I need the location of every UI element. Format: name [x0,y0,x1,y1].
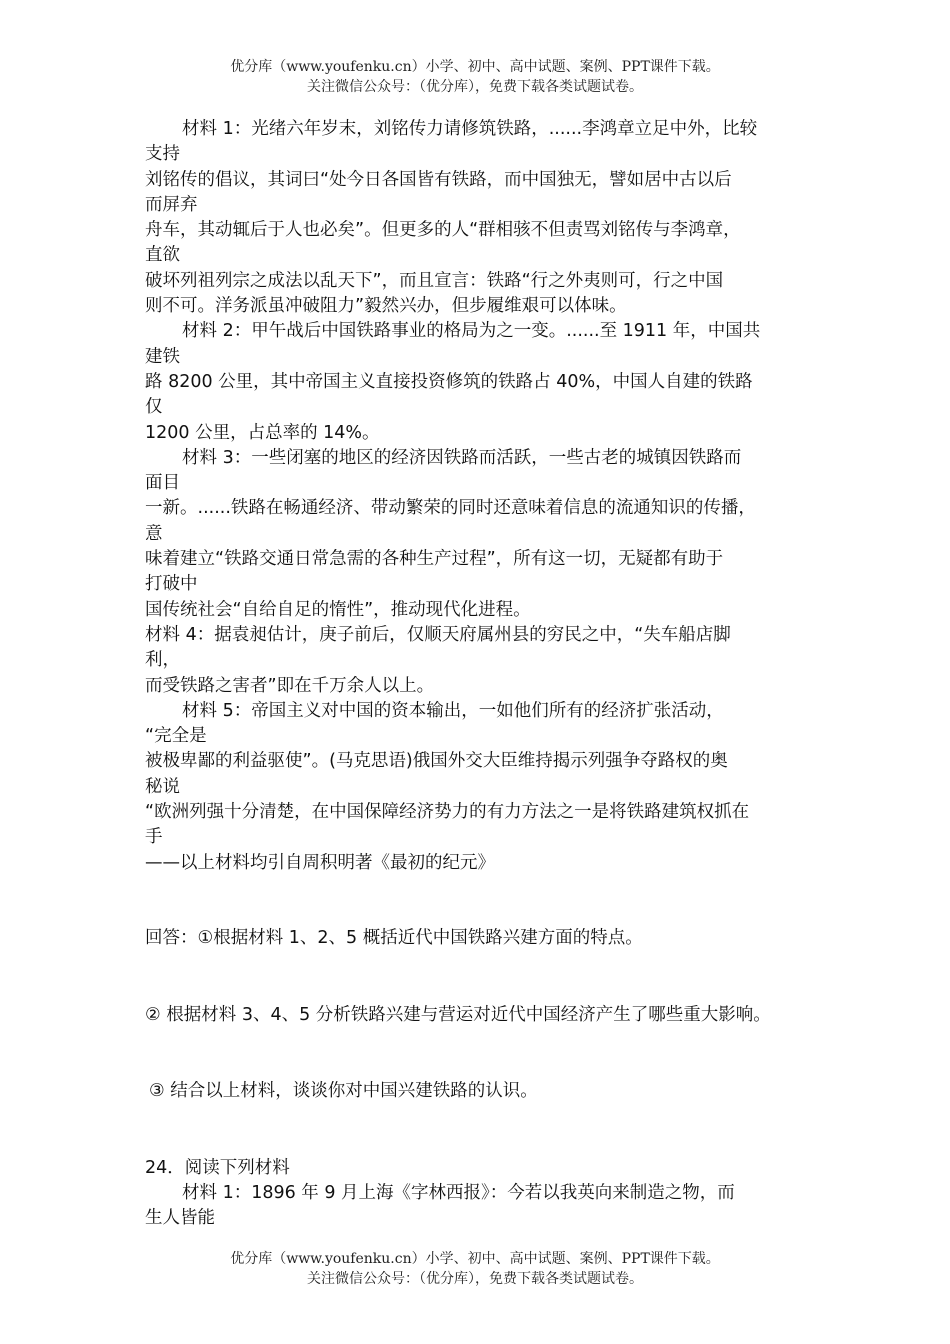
material-3-line: 国传统社会“自给自足的惰性”，推动现代化进程。 [145,599,531,620]
material-3 [145,446,825,623]
material-5-line: 手 [145,827,163,848]
material-1-line: 刘铭传的倡议，其词曰“处今日各国皆有铁路，而中国独无，譬如居中古以后 [145,169,732,190]
material-4-line: 而受铁路之害者”即在千万余人以上。 [145,675,435,696]
document-body [145,117,825,1232]
question-24-material-line: 生人皆能 [145,1208,215,1229]
material-1-line: 材料 1：光绪六年岁末，刘铭传力请修筑铁路，......李鸿章立足中外，比较 [182,119,758,139]
question-3: ③ 结合以上材料，谈谈你对中国兴建铁路的认识。 [149,1080,538,1101]
header-line-1: 优分库（www.youfenku.cn）小学、初中、高中试题、案例、PPT课件下载。 [230,59,720,75]
material-5 [145,699,825,876]
material-2-line: 1200 公里，占总率的 14%。 [145,422,380,443]
question-24-title: 24．阅读下列材料 [145,1157,290,1178]
material-5-line: “欧洲列强十分清楚，在中国保障经济势力的有力方法之一是将铁路建筑权抓在 [145,802,750,823]
material-5-line: “完全是 [145,726,207,747]
material-1-line: 支持 [145,144,180,165]
footer-line-1: 优分库（www.youfenku.cn）小学、初中、高中试题、案例、PPT课件下载。 [230,1251,720,1267]
material-3-line: 材料 3：一些闭塞的地区的经济因铁路而活跃，一些古老的城镇因铁路而 [182,447,742,468]
material-1-line: 而屏弃 [145,194,198,215]
material-1-line: 破坏列祖列宗之成法以乱天下”，而且宣言：铁路“行之外夷则可，行之中国 [145,270,724,291]
material-1 [145,117,825,319]
page-footer [0,1249,950,1289]
material-2-line: 建铁 [145,346,180,367]
footer-line-2: 关注微信公众号：（优分库），免费下载各类试题试卷。 [307,1271,643,1287]
question-24-material-line: 材料 1：1896 年 9 月上海《字林西报》：今若以我英向来制造之物，而 [182,1183,735,1204]
material-5-line: 秘说 [145,776,180,797]
material-5-line: 被极卑鄙的利益驱使”。(马克思语)俄国外交大臣维持揭示列强争夺路权的奥 [145,751,728,772]
material-2-line: 路 8200 公里，其中帝国主义直接投资修筑的铁路占 40%，中国人自建的铁路 [145,371,753,392]
page-header [0,57,950,97]
material-1-line: 则不可。洋务派虽冲破阻力”毅然兴办，但步履维艰可以体味。 [145,296,627,317]
material-3-line: 面目 [145,473,180,494]
material-3-line: 打破中 [145,574,198,595]
material-3-line: 意 [145,523,163,544]
material-3-line: 一新。......铁路在畅通经济、带动繁荣的同时还意味着信息的流通知识的传播， [145,498,756,519]
material-4-line: 材料 4：据袁昶估计，庚子前后，仅顺天府属州县的穷民之中，“失车船店脚 [145,624,731,645]
question-1: 回答：①根据材料 1、2、5 概括近代中国铁路兴建方面的特点。 [145,927,643,948]
material-5-line: 材料 5：帝国主义对中国的资本输出，一如他们所有的经济扩张活动， [182,700,724,721]
material-4-line: 利， [145,650,180,671]
material-2 [145,319,825,445]
question-2: ② 根据材料 3、4、5 分析铁路兴建与营运对近代中国经济产生了哪些重大影响。 [145,1005,771,1026]
material-1-line: 直欲 [145,245,180,266]
material-1-line: 舟车，其动辄后于人也必矣”。但更多的人“群相骇不但责骂刘铭传与李鸿章， [145,220,741,241]
material-3-line: 味着建立“铁路交通日常急需的各种生产过程”，所有这一切，无疑都有助于 [145,549,724,570]
material-2-line: 材料 2：甲午战后中国铁路事业的格局为之一变。......至 1911 年，中国共 [182,321,761,342]
header-line-2: 关注微信公众号：（优分库），免费下载各类试题试卷。 [307,79,643,95]
material-5-line: ——以上材料均引自周积明著《最初的纪元》 [145,852,495,873]
material-4 [145,623,825,699]
material-2-line: 仅 [145,397,163,418]
